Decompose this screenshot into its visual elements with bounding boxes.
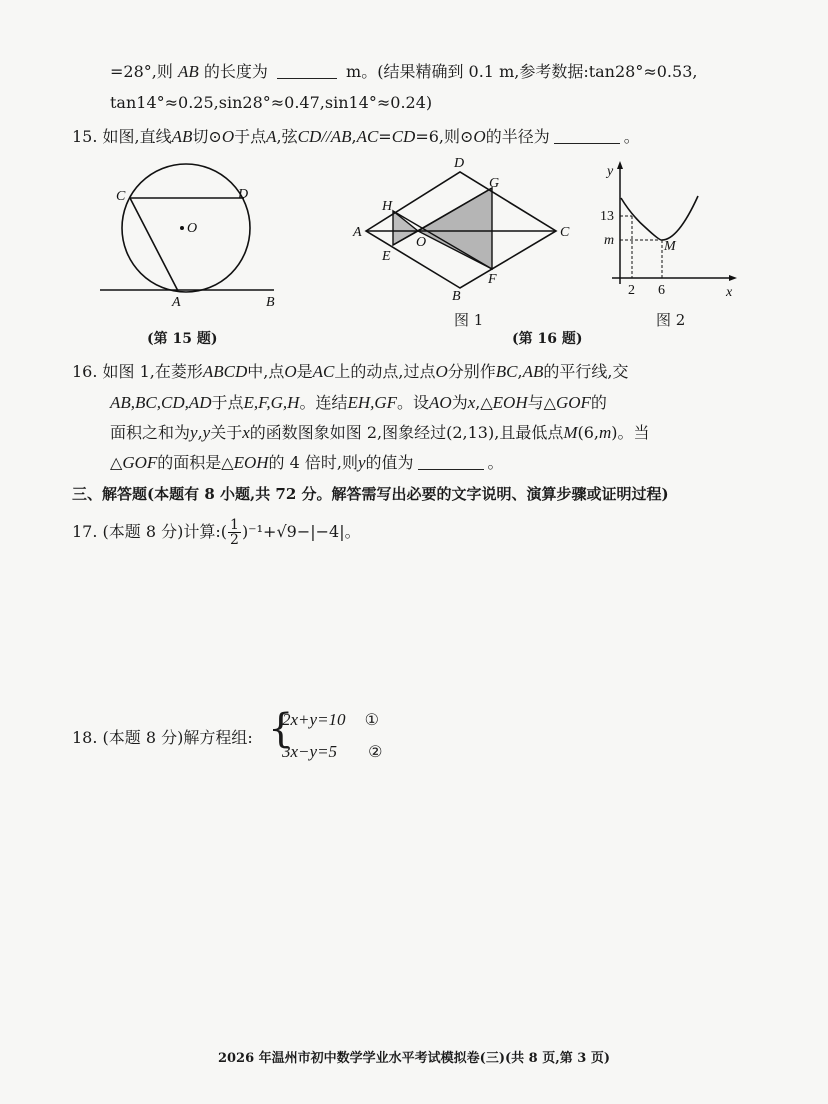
q16-t: 。连结: [299, 393, 348, 412]
figure-2-caption: 图 2: [656, 311, 686, 329]
q16-t: 的值为: [365, 453, 414, 472]
q14-line1: [110, 62, 697, 82]
label-a: A: [353, 225, 362, 240]
label-b: B: [452, 289, 461, 304]
label-tick-2: 2: [628, 283, 635, 298]
q16-line3: [110, 423, 650, 443]
q16-v: x: [242, 423, 250, 442]
q16-v: EH,GF: [347, 393, 398, 412]
fraction-denominator: 2: [230, 532, 239, 548]
q17-prefix: 17. (本题 8 分)计算:(: [72, 522, 228, 541]
q16-t: ,△: [475, 393, 493, 412]
q15-v: A: [266, 127, 277, 146]
equation-2: 3x−y=5: [282, 742, 338, 761]
fraction-one-half: [228, 518, 241, 547]
q14-ref-data: tan14°≈0.25,sin28°≈0.47,sin14°≈0.24): [110, 93, 433, 112]
label-b: B: [266, 295, 275, 310]
q16-t: 关于: [210, 423, 243, 442]
q16-v: m: [599, 423, 612, 442]
q16-v: y: [202, 423, 211, 442]
label-13: 13: [600, 209, 614, 224]
q17-expression: )⁻¹+√9−|−4|。: [241, 522, 361, 541]
label-y: y: [607, 164, 614, 179]
q14-text: =28°,则: [110, 62, 173, 81]
q16-t: 上的动点,过点: [334, 362, 436, 381]
label-tick-6: 6: [658, 283, 665, 298]
q15-v: O: [221, 127, 235, 146]
q16-answer-blank[interactable]: [418, 453, 484, 470]
q16-t: )。当: [611, 423, 650, 442]
figure-1-caption: 图 1: [454, 311, 484, 329]
q16-t: 的函数图象如图 2,图象经过(2,13),且最低点: [249, 423, 564, 442]
q16-t: 面积之和为: [110, 423, 191, 442]
fraction-numerator: 1: [230, 517, 239, 533]
shaded-triangle-gof: [418, 188, 492, 269]
q14-text2: 的长度为: [203, 62, 268, 81]
q16-v: AB: [522, 362, 544, 381]
q18-prefix: 18. (本题 8 分)解方程组:: [72, 728, 253, 747]
equation-1: 2x+y=10: [282, 710, 346, 729]
q16-t: 。: [487, 453, 504, 472]
label-e: E: [382, 249, 391, 264]
label-o: O: [416, 235, 427, 250]
q16-t: 的: [590, 393, 607, 412]
label-g: G: [489, 176, 500, 191]
figure-15-circle-diagram: [96, 160, 286, 310]
q16-t: 于点: [211, 393, 244, 412]
equation-1-tag: ①: [364, 710, 379, 729]
section-3-heading: 三、解答题(本题有 8 小题,共 72 分。解答需写出必要的文字说明、演算步骤或证明过程): [72, 485, 669, 503]
q16-t: 的 4 倍时,则: [268, 453, 358, 472]
q15-t: ,: [351, 127, 357, 146]
label-x: x: [726, 285, 733, 300]
circle-o: [122, 164, 250, 292]
label-c: C: [560, 225, 570, 240]
q14-unit: m。(结果精确到 0.1 m,参考数据:tan28°≈0.53,: [346, 62, 698, 81]
figure-15-caption: (第 15 题): [147, 331, 218, 347]
y-axis-arrow: [617, 161, 623, 169]
shaded-triangle-eoh: [393, 211, 418, 245]
q16-v: y: [357, 453, 366, 472]
page-footer: 2026 年温州市初中数学学业水平考试模拟卷(三)(共 8 页,第 3 页): [217, 1051, 611, 1066]
q16-line1: [72, 362, 629, 382]
q16-v: O: [435, 362, 448, 381]
q16-v: ABCD: [202, 362, 248, 381]
q16-v: EOH: [233, 453, 269, 472]
q16-t: ,: [517, 362, 523, 381]
label-h: H: [382, 199, 393, 214]
q15-t: =: [378, 127, 392, 146]
q15-v: AB: [171, 127, 193, 146]
label-f: F: [488, 272, 497, 287]
q16-t: 的平行线,交: [543, 362, 629, 381]
chord-ac: [130, 198, 178, 291]
label-c: C: [116, 189, 126, 204]
equation-2-tag: ②: [368, 742, 383, 761]
q15-v: CD: [297, 127, 322, 146]
q16-v: y: [190, 423, 198, 442]
q15-t: 的半径为: [485, 127, 550, 146]
q18-eq1: [282, 710, 379, 730]
figure-16-rhombus-diagram: [348, 152, 580, 304]
q14-answer-blank[interactable]: [277, 62, 337, 79]
q15-t: =6,则⊙: [415, 127, 474, 146]
q16-v: M: [563, 423, 578, 442]
label-point-m: M: [664, 239, 676, 254]
q15-v: //: [321, 127, 331, 146]
label-d: D: [238, 187, 249, 202]
q15-v: O: [473, 127, 486, 146]
label-m: m: [604, 233, 615, 248]
center-dot: [180, 226, 184, 230]
q16-v: BC: [495, 362, 518, 381]
x-axis-arrow: [729, 275, 737, 281]
q15-t: ,弦: [276, 127, 298, 146]
equation-system-brace: {: [268, 706, 294, 752]
q15-t: 15. 如图,直线: [72, 127, 172, 146]
q15-t: 切⊙: [192, 127, 222, 146]
figure-16-caption: (第 16 题): [512, 331, 583, 347]
q16-t: 是: [296, 362, 313, 381]
q15-v: CD: [391, 127, 416, 146]
q16-t: (6,: [577, 423, 600, 442]
q14-line2: [110, 93, 432, 113]
q16-v: AO: [429, 393, 452, 412]
q16-t: 。设: [397, 393, 430, 412]
q15-v: AC: [356, 127, 379, 146]
q16-t: 16. 如图 1,在菱形: [72, 362, 203, 381]
q14-var: AB: [177, 62, 199, 81]
q16-v: EOH: [492, 393, 528, 412]
q17-question: [72, 514, 361, 550]
q16-v: GOF: [555, 393, 591, 412]
q16-v: E,F,G,H: [243, 393, 300, 412]
q16-v: GOF: [122, 453, 158, 472]
q16-t: 中,点: [247, 362, 285, 381]
q18-eq2: [282, 742, 382, 762]
label-d: D: [454, 156, 465, 171]
q16-v: AB,BC,CD,AD: [110, 393, 212, 412]
q15-t: 。: [623, 127, 640, 146]
q15-v: AB: [330, 127, 352, 146]
q16-line2: [110, 393, 607, 413]
q15-question: [72, 127, 640, 147]
q16-t: ,: [197, 423, 203, 442]
q16-t: 分别作: [447, 362, 496, 381]
q15-t: 于点: [234, 127, 267, 146]
label-o: O: [187, 221, 198, 236]
q16-t: 为: [451, 393, 468, 412]
q16-t: △: [110, 453, 123, 472]
q16-v: x: [467, 393, 476, 412]
figure-16-function-graph: [598, 156, 744, 300]
q16-v: AC: [312, 362, 335, 381]
label-a: A: [172, 295, 181, 310]
q16-line4: [110, 453, 504, 473]
q16-t: 的面积是△: [157, 453, 234, 472]
q16-t: 与△: [527, 393, 556, 412]
q15-answer-blank[interactable]: [554, 127, 620, 144]
function-curve: [621, 196, 698, 240]
q16-v: O: [284, 362, 297, 381]
